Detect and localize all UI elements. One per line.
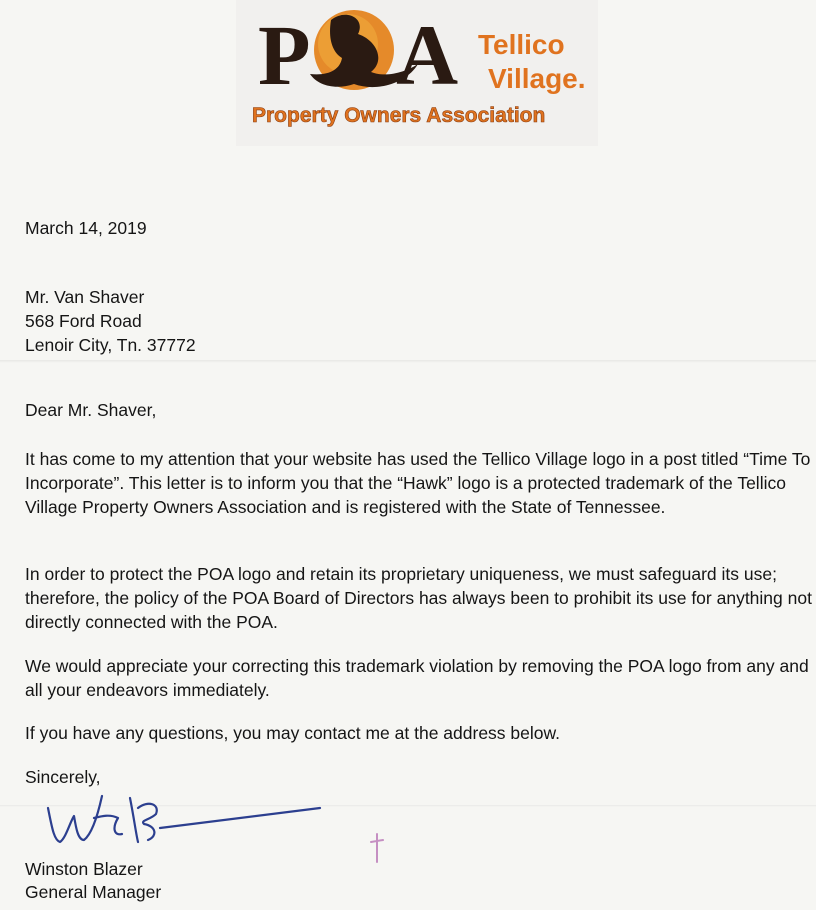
recipient-name: Mr. Van Shaver [25, 287, 145, 307]
body-paragraph-2: In order to protect the POA logo and retain its proprietary uniqueness, we must safeguard its use; therefore, the policy of the POA Board of Directors has always been to prohibit its use for anything not directly connected with the POA. [25, 564, 812, 632]
hawk-logo-graphic [236, 0, 598, 146]
logo-letter-p: P [258, 7, 311, 103]
paper-fold-line [0, 360, 816, 363]
recipient-street: 568 Ford Road [25, 311, 142, 331]
closing: Sincerely, [25, 767, 101, 787]
signer-title: General Manager [25, 882, 162, 902]
logo-name-line1: Tellico [478, 29, 565, 60]
signer-name: Winston Blazer [25, 859, 143, 879]
body-paragraph-3: We would appreciate your correcting this trademark violation by removing the POA logo from any and all your endeavors immediately. [25, 656, 809, 700]
poa-logo [236, 0, 598, 146]
body-paragraph-1: It has come to my attention that your website has used the Tellico Village logo in a post titled “Time To Incorporate”. This letter is to inform you that the “Hawk” logo is a protected trademark of the Tellico Village Property Owners Association and is registered with the State of Tennessee. [25, 449, 811, 517]
logo-name-line2: Village. [488, 63, 586, 94]
logo-association-text: Property Owners Association [252, 104, 546, 127]
body-paragraph-4: If you have any questions, you may contact me at the address below. [25, 723, 561, 743]
salutation: Dear Mr. Shaver, [25, 400, 157, 420]
recipient-address [25, 285, 196, 357]
ink-mark [368, 832, 386, 864]
letter-date: March 14, 2019 [25, 218, 147, 238]
handwritten-signature [40, 778, 340, 858]
recipient-city: Lenoir City, Tn. 37772 [25, 335, 196, 355]
logo-letter-a: A [396, 7, 459, 103]
